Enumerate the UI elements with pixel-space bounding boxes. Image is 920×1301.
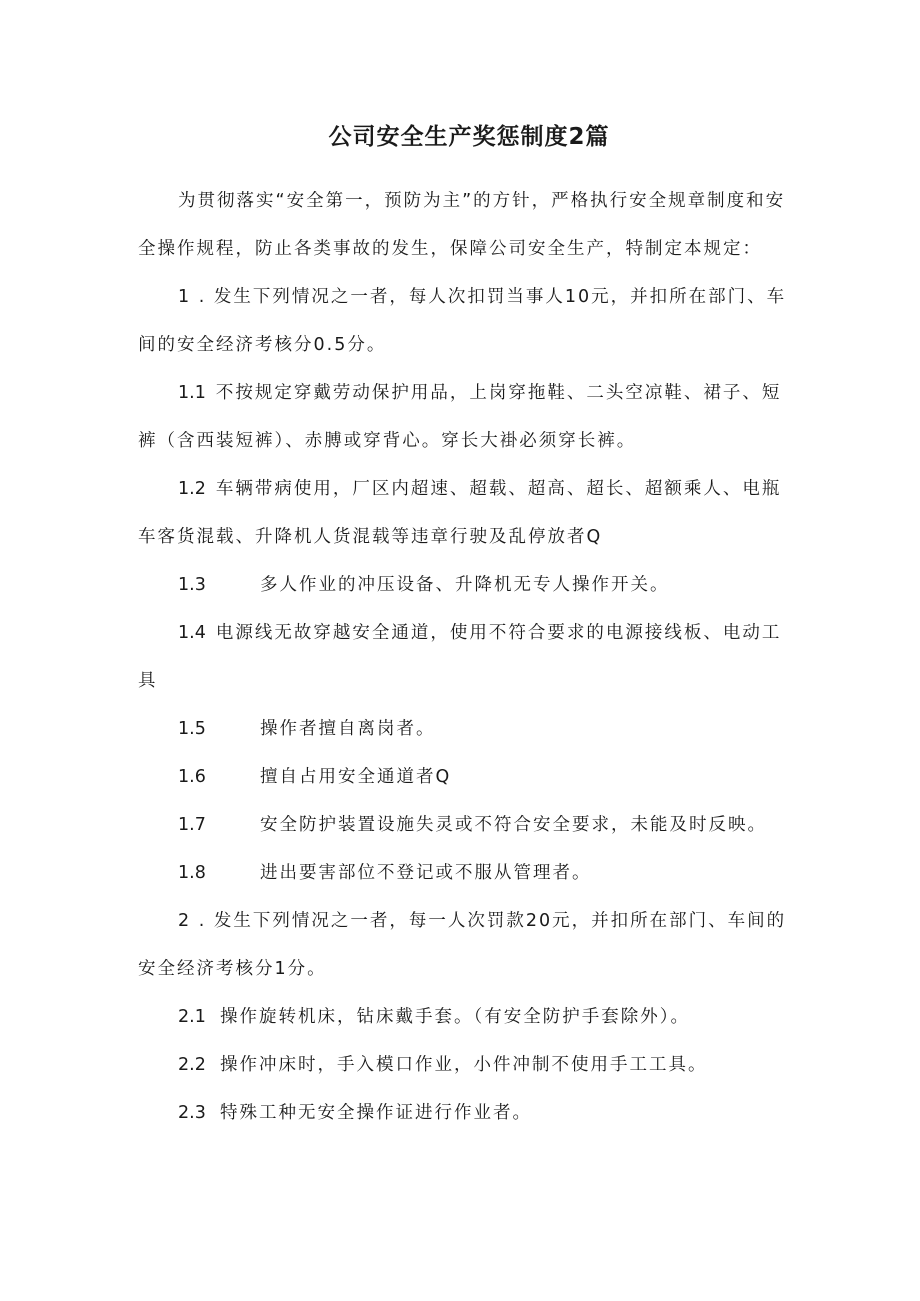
item-number: 1.5 (178, 719, 206, 739)
intro-paragraph: 为贯彻落实“安全第一，预防为主”的方针，严格执行安全规章制度和安全操作规程，防止各类事故的发生，保障公司安全生产，特制定本规定： (138, 191, 786, 259)
list-item-1-7 (138, 801, 800, 849)
list-item-1-5 (138, 705, 800, 753)
list-item-1-4 (138, 609, 800, 705)
item-text: 操作冲床时，手入模口作业，小件冲制不使用手工工具。 (220, 1055, 708, 1075)
item-number: 2.3 (178, 1103, 206, 1123)
item-number: 1.3 (178, 575, 206, 595)
list-item-2-3 (138, 1089, 800, 1137)
list-item-1-2 (138, 465, 800, 561)
item-number: 1.7 (178, 815, 206, 835)
item-number: 2.1 (178, 1007, 206, 1027)
item-number: 1.8 (178, 863, 206, 883)
list-item-2-2 (138, 1041, 800, 1089)
list-item-1-3 (138, 561, 800, 609)
item-text: 车辆带病使用，厂区内超速、超载、超高、超长、超额乘人、电瓶车客货混载、升降机人货混载等违章行驶及乱停放者Q (138, 479, 782, 547)
item-number: 1.2 (178, 479, 206, 499)
item-number: 1.1 (178, 383, 206, 403)
list-item-1-1 (138, 369, 800, 465)
item-text: 擅自占用安全通道者Q (260, 767, 452, 787)
item-text: 不按规定穿戴劳动保护用品，上岗穿拖鞋、二头空凉鞋、裙子、短裤（含西装短裤）、赤膊或穿背心。穿长大褂必须穿长裤。 (138, 383, 782, 451)
item-number: 1.4 (178, 623, 206, 643)
item-text: 特殊工种无安全操作证进行作业者。 (220, 1103, 532, 1123)
item-text: 进出要害部位不登记或不服从管理者。 (260, 863, 592, 883)
item-number: 1.6 (178, 767, 206, 787)
item-text: 多人作业的冲压设备、升降机无专人操作开关。 (260, 575, 670, 595)
list-item-1-8 (138, 849, 800, 897)
document-title: 公司安全生产奖惩制度2篇 (328, 124, 610, 150)
item-text: 操作旋转机床，钻床戴手套。（有安全防护手套除外）。 (220, 1007, 690, 1027)
section1-heading: 1 . 发生下列情况之一者，每人次扣罚当事人10元，并扣所在部门、车间的安全经济考核分0.5分。 (138, 287, 787, 355)
item-number: 2.2 (178, 1055, 206, 1075)
list-item-1-6 (138, 753, 800, 801)
item-text: 操作者擅自离岗者。 (260, 719, 436, 739)
section2-heading: 2 . 发生下列情况之一者，每一人次罚款20元，并扣所在部门、车间的安全经济考核分1分。 (138, 911, 787, 979)
item-text: 安全防护装置设施失灵或不符合安全要求，未能及时反映。 (260, 815, 767, 835)
list-item-2-1 (138, 993, 800, 1041)
item-text: 电源线无故穿越安全通道，使用不符合要求的电源接线板、电动工具 (138, 623, 782, 691)
